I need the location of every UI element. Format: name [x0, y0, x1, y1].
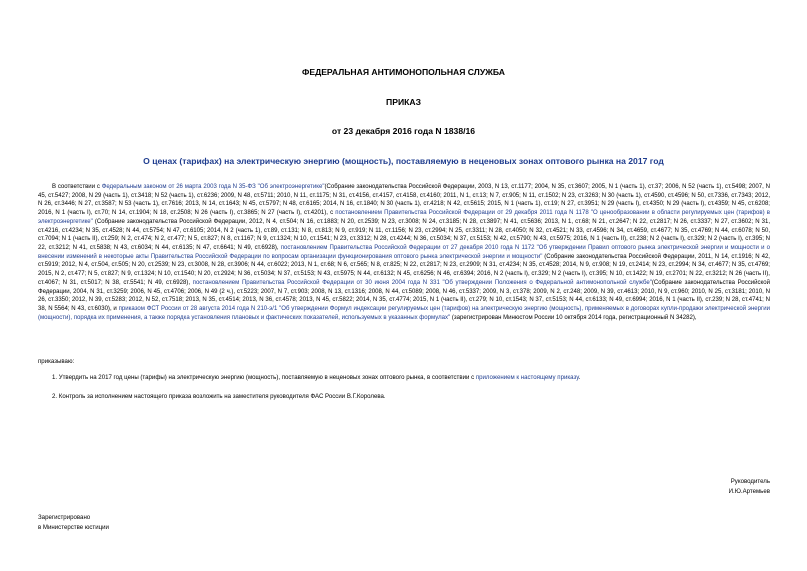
link-resolution-331[interactable]: постановлением Правительства Российской Федерации от 30 июня 2004 года N 331 "Об утверждении Положения о Федеральной антимонопольной службе" [192, 279, 652, 286]
document-date-number: от 23 декабря 2016 года N 1838/16 [331, 126, 476, 136]
order-item-1-text: 1. Утвердить на 2017 год цены (тарифы) на электрическую энергию (мощность), поставляемую в неценовых зонах оптового рынка, в соответствии с [52, 374, 476, 381]
document-subject: О ценах (тарифах) на электрическую энергию (мощность), поставляемую в неценовых зонах оптового рынка на 2017 год [143, 156, 664, 166]
order-item-1 [52, 374, 580, 382]
order-item-2: 2. Контроль за исполнением настоящего приказа возложить на заместителя руководителя ФАС России В.Г.Королева. [52, 393, 386, 400]
registration-line-2: в Министерстве юстиции [38, 524, 109, 531]
preamble-text-1: В соответствии с [52, 184, 102, 190]
preamble-text-4: (Собрание законодательства Российской Федерации, 2011, N 14, ст.1916; N 42, ст.5919; 2012, N 4, ст.504, ст.505; N 20, ст.2539; N 23, ст.3008, N 28, ст.3906; N 44, ст.6022; 2013, N 1, ст.68; N 6, ст.565; N 8, ст.825; N 22, ст.2817; N 23, ст.2909; N 31, ст.4234; N 35, ст.4528; 2014, N 9, ст.908; N 19, ст.2414; N 23, ст.2994; N 34, ст.4677; N 35, ст.4769; 2015, N 2, ст.477; N 5, ст.827; N 9, ст.1324; N 10, ст.1540; N 20, ст.2924; N 36, ст.5034; N 37, ст.5153; N 43, ст.5975; N 44, ст.6132; N 45, ст.6256; N 46, ст.6394; 2016, N 2 (часть I), ст.329; N 2 (часть I), ст.395; N 10, ст.1422; N 19, ст.2701; N 22, ст.3212; N 26 (часть II), ст.4067; N 31, ст.5017; N 38, ст.5541; N 49, ст.6928), [38, 253, 770, 286]
preamble-text-5: (Собрание законодательства Российской Федерации, 2004, N 31, ст.3259; 2006, N 45, ст.4706; 2006, N 49 (2 ч.), ст.5223; 2007, N 7, ст.903; 2008, N 13, ст.1316; 2008, N 44, ст.5089; 2008, N 46, ст.5337; 2009, N 3, ст.378; 2009, N 2, ст.248; 2009, N 39, ст.4613; 2010, N 9, ст.960; 2010, N 25, ст.3181; 2010, N 26, ст.3350; 2012, N 39, ст.5283; 2012, N 52, ст.7518; 2013, N 35, ст.4514; 2013, N 36, ст.4578; 2013, N 45, ст.5822; 2014, N 35, ст.4774; 2015, N 1 (часть II), ст.279; N 10, ст.1543; N 37, ст.5153; N 44, ст.6133; N 49, ст.6994; 2016, N 1 (часть II), ст.239; N 28, ст.4741; N 38, N 5564; N 43, ст.6030), и [38, 279, 770, 313]
order-item-1-end: . [578, 374, 581, 381]
registration-line-1: Зарегистрировано [38, 514, 91, 521]
preamble-text-3: (Собрание законодательства Российской Федерации, 2012, N 4, ст.504; N 16, ст.1883; N 20, ст.2539; N 23, ст.3008; N 24, ст.3185; N 28, ст.3897; N 41, ст.5636; 2013, N 1, ст.68; N 21, ст.2647; N 22, ст.2817; N 26, ст.3337; N 27, ст.3602; N 31, ст.4216, ст.4234; N 35, ст.4528; N 44, ст.5754; N 47, ст.6105; 2014, N 2 (часть 1), ст.89, ст.131; N 8, ст.813; N 9, ст.919; N 11, ст.1156; N 23, ст.2994; N 25, ст.3311; N 28, ст.4050; N 32, ст.4521; N 33, ст.4596; N 34, ст.4659, ст.4677; N 35, ст.4769; N 44, ст.6078; N 50, ст.7094; N 1 (часть II), ст.259; N 2, ст.474; N 2, ст.477; N 5, ст.827; N 8, ст.1167; N 9, ст.1324; N 10, ст.1541; N 23, ст.3312; N 28, ст.4244; N 36, ст.5034; N 37, ст.5153; N 42, ст.5790; N 43, ст.5975; 2016, N 1 (часть II), ст.238; N 2 (часть I), ст.329; N 2 (часть I), ст.395; N 22, ст.3212; N 41, ст.5838; N 43, ст.6034; N 44, ст.6135; N 47, ст.6641; N 49, ст.6928), [38, 218, 770, 252]
link-federal-law-35fz[interactable]: Федеральным законом от 26 марта 2003 года N 35-ФЗ "Об электроэнергетике" [101, 184, 325, 190]
link-resolution-1172[interactable]: постановлением Правительства Российской Федерации от 27 декабря 2010 года N 1172 "Об утверждении Правил оптового рынка электрической энергии и мощности и о внесении изменений в некоторые акты Правительства Российской Федерации по вопросам организации функционирования оптового рынка электрической энергии и мощности" [38, 245, 770, 260]
preamble-text-2: (Собрание законодательства Российской Федерации, 2003, N 13, ст.1177; 2004, N 35, ст.3607; 2005, N 1 (часть 1), ст.37; 2006, N 52 (часть 1), ст.5498; 2007, N 45, ст.5427; 2008, N 29 (часть 1), ст.3418; N 52 (часть 1), ст.6236; 2009, N 48, ст.5711; 2010, N 11, ст.1175; N 31, ст.4156, ст.4157, ст.4158, ст.4160; 2011, N 1, ст.13; N 7, ст.905; N 11, ст.1502; N 23, ст.3263; N 30 (часть 1), ст.4590, ст.4596; N 50, ст.7336, ст.7343; 2012, N 26, ст.3446; N 27, ст.3587; N 53 (часть 1), ст.7616; 2013, N 14, ст.1643; N 45, ст.5797; N 48, ст.6165; 2014, N 16, ст.1840; N 30 (часть 1), ст.4218; N 42, ст.5615; 2015, N 1 (часть 1), ст.19; N 27, ст.3951; N 29 (часть I), ст.4350; N 29 (часть I), ст.4359; N 45, ст.6208; 2016, N 1 (часть I), ст.70; N 14, ст.1904; N 18, ст.2508; N 26 (часть I), ст.3865; N 27 (часть I), ст.4201), с [38, 184, 770, 217]
link-resolution-1178[interactable]: постановлением Правительства Российской Федерации от 29 декабря 2011 года N 1178 "О ценообразовании в области регулируемых цен (тарифов) в электроэнергетике" [38, 210, 770, 225]
agency-title: ФЕДЕРАЛЬНАЯ АНТИМОНОПОЛЬНАЯ СЛУЖБА [302, 67, 505, 77]
preamble-text-6: (зарегистрирован Минюстом России 10 октября 2014 года, регистрационный N 34282), [450, 314, 697, 321]
link-appendix[interactable]: приложением к настоящему приказу [475, 374, 579, 381]
preamble-paragraph [38, 183, 770, 338]
signature-title: Руководитель [730, 478, 770, 485]
order-lead: приказываю: [38, 358, 75, 365]
signature-name: И.Ю.Артемьев [728, 488, 770, 495]
document-type: ПРИКАЗ [386, 97, 421, 107]
link-fst-order-210[interactable]: приказом ФСТ России от 28 августа 2014 года N 210-э/1 "Об утверждении Формул индексации регулируемых цен (тарифов) на электрическую энергию (мощность), применяемых в договорах купли-продажи электрической энергии (мощности), порядка их применения, а также порядка установления плановых и фактических показателей, используемых в указанных формулах" [38, 306, 770, 321]
